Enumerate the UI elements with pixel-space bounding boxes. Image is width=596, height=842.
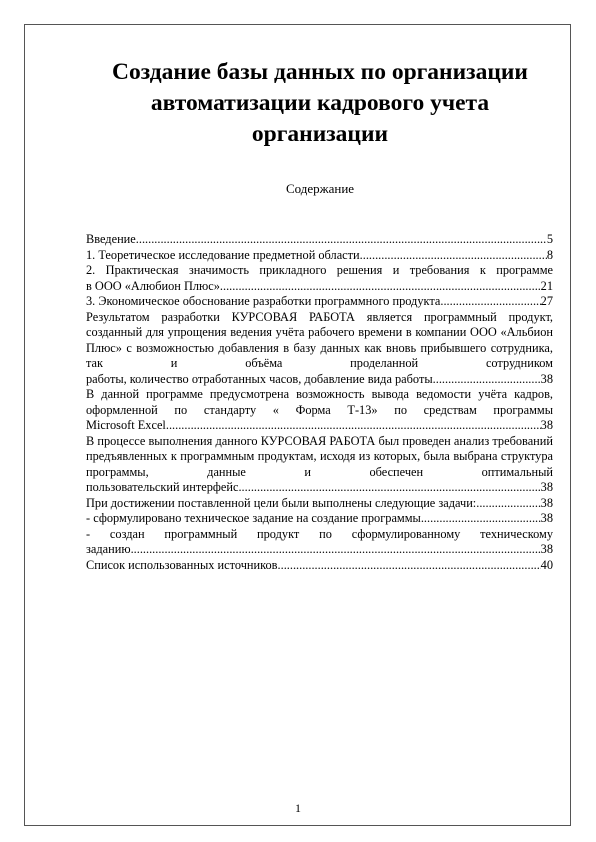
toc-entry[interactable]	[86, 387, 553, 434]
toc-entry-text: - создан программный продукт по сформулированному техническому	[86, 526, 553, 541]
toc-page-number: 38	[540, 542, 553, 556]
toc-page-number: 38	[540, 418, 553, 432]
toc-page-number: 21	[540, 278, 553, 293]
dot-leader	[131, 542, 541, 558]
dot-leader	[433, 372, 541, 388]
toc-entry[interactable]	[86, 558, 553, 574]
table-of-contents	[86, 232, 553, 573]
toc-entry[interactable]	[86, 434, 553, 496]
toc-entry-label: При достижении поставленной цели были выполнены следующие задачи:	[86, 495, 477, 510]
toc-entry[interactable]	[86, 263, 553, 294]
dot-leader	[476, 496, 540, 512]
toc-entry-text: В процессе выполнения данного КУРСОВАЯ РАБОТА был проведен анализ требований предъявленных к программным продуктам, исходя из которых, была выбрана структура программы, данные и обеспечен оптимальный	[86, 433, 553, 479]
toc-entry-text: 2. Практическая значимость прикладного решения и требования к программе	[86, 263, 553, 277]
dot-leader	[278, 558, 541, 574]
dot-leader	[220, 279, 541, 295]
toc-entry-label: в ООО «Алюбион Плюс»	[86, 278, 220, 293]
toc-page-number: 40	[540, 557, 553, 572]
toc-page-number: 38	[540, 480, 553, 494]
toc-entry[interactable]	[86, 527, 553, 558]
toc-entry-label: - сформулировано техническое задание на создание программы	[86, 511, 421, 525]
toc-heading: Содержание	[285, 181, 355, 196]
dot-leader	[440, 294, 540, 310]
toc-page-number: 5	[546, 232, 553, 246]
dot-leader	[166, 418, 541, 434]
toc-entry[interactable]	[86, 511, 553, 527]
toc-entry-label: Введение	[86, 232, 136, 246]
toc-page-number: 8	[546, 247, 553, 262]
toc-page-number: 27	[540, 294, 553, 308]
toc-entry-label: Microsoft Excel	[86, 418, 166, 432]
toc-entry[interactable]	[86, 294, 553, 310]
toc-entry[interactable]	[86, 248, 553, 264]
dot-leader	[360, 248, 547, 264]
document-title: Создание базы данных по организации автоматизации кадрового учета организации	[112, 59, 528, 147]
toc-entry-label: Список использованных источников	[86, 557, 278, 572]
page-number: 1	[295, 801, 301, 815]
toc-entry-text: Результатом разработки КУРСОВАЯ РАБОТА является программный продукт, созданный для упрощения ведения учёта рабочего времени в компании ООО «Альбион Плюс» с возможностью добавления в базу данных как вновь прибывшего сотрудника, так и объёма проделанной сотрудником	[86, 309, 553, 370]
toc-entry-label: 3. Экономическое обоснование разработки программного продукта	[86, 294, 441, 308]
toc-page-number: 38	[540, 371, 553, 386]
toc-entry-label: заданию	[86, 542, 131, 556]
toc-entry[interactable]	[86, 310, 553, 388]
toc-entry-label: 1. Теоретическое исследование предметной области	[86, 247, 360, 262]
dot-leader	[421, 511, 541, 527]
toc-entry-label: пользовательский интерфейс	[86, 480, 239, 494]
toc-page-number: 38	[540, 495, 553, 510]
toc-entry-text: В данной программе предусмотрена возможность вывода ведомости учёта кадров, оформленной по стандарту « Форма Т-13» по средствам программы	[86, 387, 553, 417]
toc-entry[interactable]	[86, 496, 553, 512]
dot-leader	[136, 232, 547, 248]
dot-leader	[238, 480, 540, 496]
toc-entry-label: работы, количество отработанных часов, добавление вида работы	[86, 371, 433, 386]
toc-page-number: 38	[540, 511, 553, 525]
toc-entry[interactable]	[86, 232, 553, 248]
